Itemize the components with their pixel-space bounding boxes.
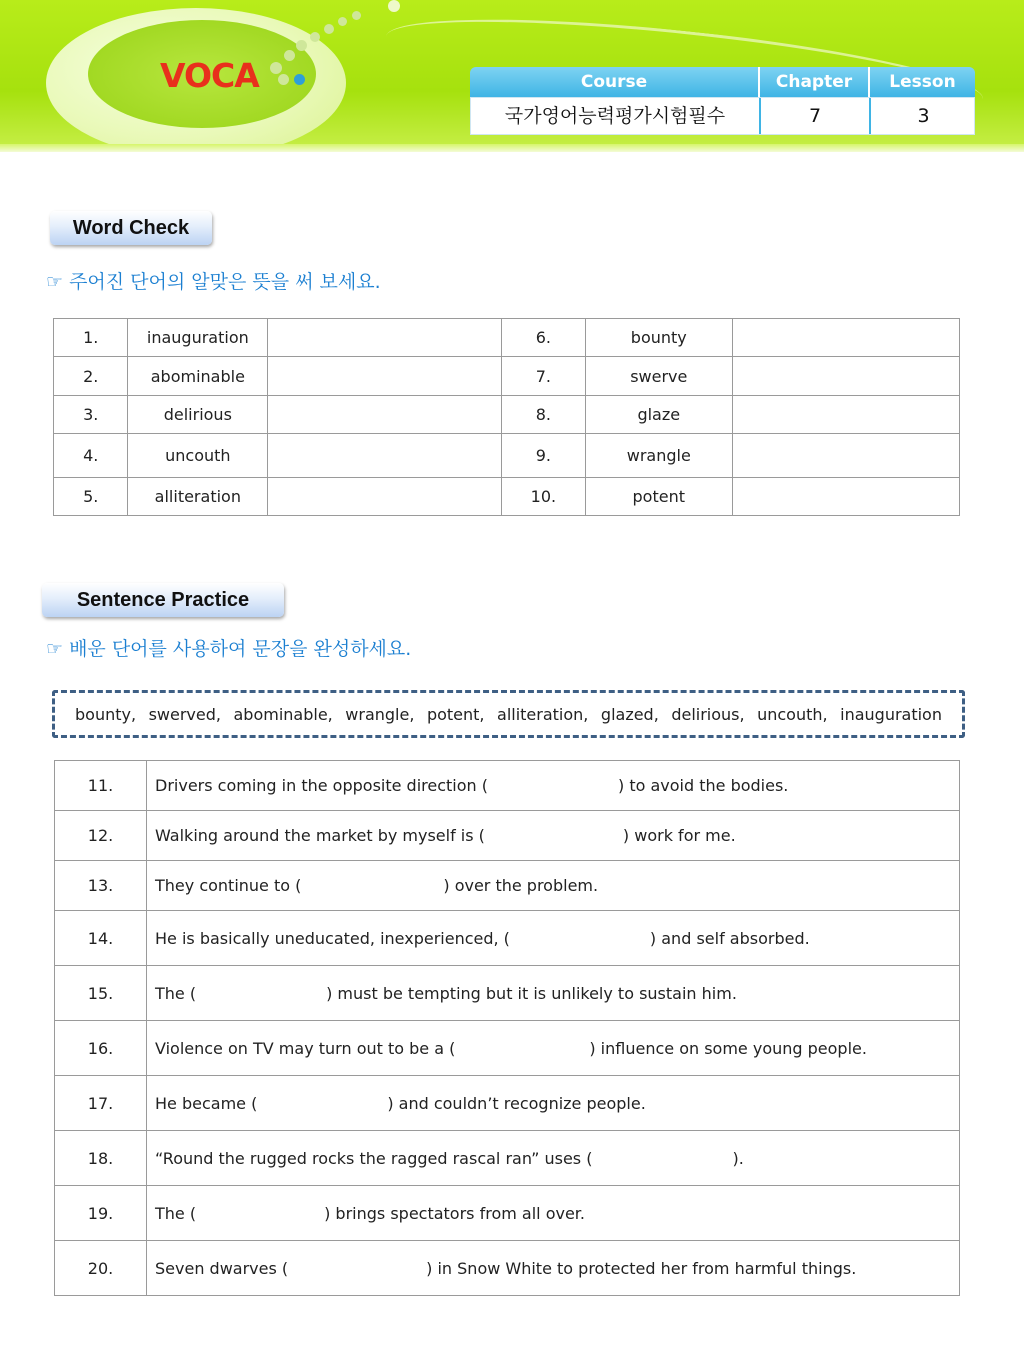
sentence-number: 16.	[55, 1021, 147, 1076]
word-check-table	[53, 318, 960, 516]
meaning-answer-cell[interactable]	[732, 357, 959, 396]
word-term: wrangle	[585, 434, 732, 478]
word-number: 7.	[502, 357, 586, 396]
word-check-row	[54, 478, 960, 516]
sentence-before-blank: Walking around the market by myself is (	[155, 826, 485, 845]
sentence-before-blank: Seven dwarves (	[155, 1258, 289, 1278]
word-bank-item: wrangle,	[345, 704, 415, 724]
sentence-practice-instruction: ☞ 배운 단어를 사용하여 문장을 완성하세요.	[46, 638, 412, 660]
word-term: uncouth	[128, 434, 268, 478]
lesson-header: Lesson	[889, 72, 956, 92]
decorative-dot	[352, 11, 361, 20]
course-info-table	[470, 67, 975, 133]
sentence-text	[147, 1241, 960, 1296]
sentence-text	[147, 761, 960, 811]
word-term: glaze	[585, 396, 732, 434]
meaning-answer-cell[interactable]	[268, 396, 502, 434]
meaning-answer-cell[interactable]	[268, 319, 502, 357]
word-number: 9.	[502, 434, 586, 478]
word-bank-item: uncouth,	[757, 704, 828, 724]
word-bank-box	[52, 690, 965, 738]
meaning-answer-cell[interactable]	[268, 357, 502, 396]
word-check-title: Word Check	[50, 211, 212, 245]
word-bank-item: delirious,	[671, 704, 745, 724]
sentence-before-blank: “Round the rugged rocks the ragged rascal ran” uses (	[155, 1148, 593, 1168]
decorative-dot	[278, 74, 289, 85]
word-term: swerve	[585, 357, 732, 396]
sentence-number: 20.	[55, 1241, 147, 1296]
sentence-text	[147, 1131, 960, 1186]
word-number: 3.	[54, 396, 128, 434]
sentence-row	[55, 811, 960, 861]
sentence-number: 12.	[55, 811, 147, 861]
word-bank-item: alliteration,	[497, 704, 589, 724]
sentence-text	[147, 1021, 960, 1076]
sentence-text	[147, 811, 960, 861]
meaning-answer-cell[interactable]	[732, 434, 959, 478]
sentence-number: 11.	[55, 761, 147, 811]
sentence-number: 17.	[55, 1076, 147, 1131]
word-bank-item: inauguration	[840, 704, 942, 724]
decorative-dot	[338, 17, 347, 26]
header-bottom-band	[0, 144, 1024, 152]
word-term: alliteration	[128, 478, 268, 516]
decorative-dot	[270, 62, 282, 74]
decorative-dot	[310, 32, 320, 42]
sentence-row	[55, 1076, 960, 1131]
sentence-after-blank: ) in Snow White to protected her from harmful things.	[426, 1258, 857, 1278]
meaning-answer-cell[interactable]	[732, 319, 959, 357]
sentence-before-blank: He became (	[155, 1093, 258, 1113]
meaning-answer-cell[interactable]	[732, 396, 959, 434]
sentence-row	[55, 861, 960, 911]
sentence-row	[55, 1021, 960, 1076]
word-bank-item: bounty,	[75, 704, 137, 724]
meaning-answer-cell[interactable]	[268, 478, 502, 516]
meaning-answer-cell[interactable]	[268, 434, 502, 478]
sentence-after-blank: ) influence on some young people.	[589, 1038, 867, 1058]
sentence-after-blank: ) and self absorbed.	[649, 928, 810, 948]
sentence-before-blank: The (	[155, 983, 197, 1003]
word-check-row	[54, 319, 960, 357]
sentence-before-blank: Drivers coming in the opposite direction (	[155, 776, 488, 795]
decorative-dot	[296, 40, 307, 51]
word-term: abominable	[128, 357, 268, 396]
word-bank-item: swerved,	[148, 704, 221, 724]
decorative-dot	[284, 50, 295, 61]
word-number: 4.	[54, 434, 128, 478]
sentence-before-blank: He is basically uneducated, inexperienced, (	[155, 928, 510, 948]
decorative-dot-blue	[294, 74, 305, 85]
sentence-text	[147, 1076, 960, 1131]
course-table-header	[470, 67, 975, 97]
sentence-row	[55, 1186, 960, 1241]
sentence-text	[147, 966, 960, 1021]
sentence-row	[55, 966, 960, 1021]
sentence-after-blank: ).	[732, 1148, 744, 1168]
sentence-text	[147, 911, 960, 966]
sentence-practice-title: Sentence Practice	[42, 583, 284, 617]
sentence-number: 14.	[55, 911, 147, 966]
word-number: 2.	[54, 357, 128, 396]
word-number: 6.	[502, 319, 586, 357]
word-number: 10.	[502, 478, 586, 516]
word-term: bounty	[585, 319, 732, 357]
sentence-after-blank: ) must be tempting but it is unlikely to sustain him.	[326, 983, 737, 1003]
word-bank-item: abominable,	[233, 704, 333, 724]
word-term: potent	[585, 478, 732, 516]
word-number: 5.	[54, 478, 128, 516]
sentence-practice-table	[54, 760, 960, 1296]
sentence-row	[55, 1131, 960, 1186]
sentence-after-blank: ) brings spectators from all over.	[324, 1203, 585, 1223]
sentence-number: 18.	[55, 1131, 147, 1186]
sentence-after-blank: ) over the problem.	[443, 876, 599, 895]
sentence-row	[55, 1241, 960, 1296]
lesson-value: 3	[917, 105, 930, 127]
sentence-after-blank: ) work for me.	[622, 826, 736, 845]
word-bank-item: potent,	[426, 704, 485, 724]
word-number: 1.	[54, 319, 128, 357]
sentence-text	[147, 861, 960, 911]
sentence-number: 13.	[55, 861, 147, 911]
word-check-row	[54, 434, 960, 478]
word-bank-item: glazed,	[600, 704, 659, 724]
sentence-before-blank: They continue to (	[155, 876, 302, 895]
word-number: 8.	[502, 396, 586, 434]
sentence-number: 19.	[55, 1186, 147, 1241]
logo-text: VOCA	[160, 56, 259, 95]
word-check-instruction: ☞ 주어진 단어의 알맞은 뜻을 써 보세요.	[46, 271, 381, 293]
meaning-answer-cell[interactable]	[732, 478, 959, 516]
word-term: delirious	[128, 396, 268, 434]
sentence-before-blank: The (	[155, 1203, 197, 1223]
word-check-row	[54, 396, 960, 434]
chapter-header: Chapter	[760, 67, 870, 97]
word-term: inauguration	[128, 319, 268, 357]
sentence-row	[55, 761, 960, 811]
course-header: Course	[470, 67, 760, 97]
decorative-dot	[388, 0, 400, 12]
page-header	[0, 0, 1024, 152]
sentence-number: 15.	[55, 966, 147, 1021]
sentence-row	[55, 911, 960, 966]
chapter-value: 7	[761, 98, 871, 134]
decorative-dot	[324, 24, 334, 34]
sentence-text	[147, 1186, 960, 1241]
sentence-before-blank: Violence on TV may turn out to be a (	[155, 1038, 456, 1058]
course-table-values	[470, 97, 975, 135]
word-check-row	[54, 357, 960, 396]
sentence-after-blank: ) to avoid the bodies.	[618, 776, 789, 795]
course-value: 국가영어능력평가시험필수	[471, 98, 761, 134]
sentence-after-blank: ) and couldn’t recognize people.	[387, 1093, 646, 1113]
